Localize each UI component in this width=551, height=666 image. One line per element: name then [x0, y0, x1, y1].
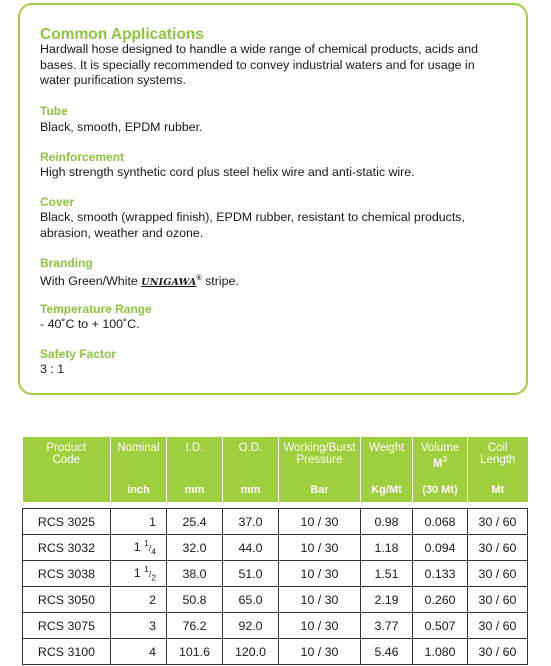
cell-od: 65.0 [223, 587, 279, 613]
cell-id: 101.6 [167, 639, 223, 665]
cell-pressure: 10 / 30 [279, 639, 361, 665]
tube-heading: Tube [40, 104, 68, 118]
cell-volume: 0.133 [413, 561, 468, 587]
col-header-volume: Volume $M^3$ [413, 437, 468, 478]
cell-coil: 30 / 60 [468, 535, 528, 561]
cell-code: RCS 3038 [23, 561, 111, 587]
branding-text-before: With Green/White [40, 274, 138, 289]
cover-text: Black, smooth (wrapped finish), EPDM rubber, resistant to chemical products, abrasion, weather and ozone. [40, 210, 465, 240]
unit-od: mm [223, 478, 279, 502]
tube-text: Black, smooth, EPDM rubber. [40, 120, 203, 134]
branding-text [40, 271, 500, 291]
unigawa-logo: UNIGAWA [141, 277, 197, 289]
col-header-coil: Coil Length [468, 437, 528, 478]
reinforcement-heading: Reinforcement [40, 150, 125, 164]
cell-pressure: 10 / 30 [279, 561, 361, 587]
cell-od: 120.0 [223, 639, 279, 665]
cell-code: RCS 3050 [23, 587, 111, 613]
safety-text: 3 : 1 [40, 362, 65, 376]
cell-coil: 30 / 60 [468, 561, 528, 587]
cover-heading: Cover [40, 195, 75, 209]
cell-id: 76.2 [167, 613, 223, 639]
cell-nominal: 4 [111, 639, 167, 665]
col-header-nominal: Nominal [111, 437, 167, 478]
cell-weight: 1.18 [361, 535, 413, 561]
cell-nominal: 1 $^1/_4$ [111, 535, 167, 561]
table-row [23, 509, 528, 535]
col-header-weight: Weight [361, 437, 413, 478]
section-title: Common Applications [40, 26, 204, 43]
table-row [23, 639, 528, 665]
cell-nominal: 1 $^1/_2$ [111, 561, 167, 587]
intro-text: Hardwall hose designed to handle a wide range of chemical products, acids and bases. It is specially recommended to convey industrial waters and for usage in water purification systems. [40, 42, 479, 87]
cell-coil: 30 / 60 [468, 509, 528, 535]
table-row [23, 613, 528, 639]
table-unit-row [23, 478, 528, 502]
col-header-pressure: Working/Burst Pressure [279, 437, 361, 478]
safety-heading: Safety Factor [40, 347, 117, 361]
cell-coil: 30 / 60 [468, 587, 528, 613]
cell-code: RCS 3100 [23, 639, 111, 665]
cell-od: 51.0 [223, 561, 279, 587]
cell-od: 37.0 [223, 509, 279, 535]
cell-pressure: 10 / 30 [279, 587, 361, 613]
cell-volume: 0.260 [413, 587, 468, 613]
cell-code: RCS 3075 [23, 613, 111, 639]
col-header-od: O.D. [223, 437, 279, 478]
cell-volume: 1.080 [413, 639, 468, 665]
unit-id: mm [167, 478, 223, 502]
col-header-id: I.D. [167, 437, 223, 478]
branding-heading: Branding [40, 256, 93, 270]
registered-mark: ® [196, 275, 202, 282]
table-row [23, 587, 528, 613]
cell-id: 25.4 [167, 509, 223, 535]
cell-od: 44.0 [223, 535, 279, 561]
cell-weight: 1.51 [361, 561, 413, 587]
cell-pressure: 10 / 30 [279, 613, 361, 639]
cell-id: 50.8 [167, 587, 223, 613]
cell-volume: 0.068 [413, 509, 468, 535]
cell-od: 92.0 [223, 613, 279, 639]
cell-coil: 30 / 60 [468, 613, 528, 639]
unit-volume: (30 Mt) [413, 478, 468, 502]
unit-product [23, 478, 111, 502]
cell-code: RCS 3032 [23, 535, 111, 561]
branding-text-after: stripe. [201, 274, 239, 289]
cell-nominal: 1 [111, 509, 167, 535]
cell-pressure: 10 / 30 [279, 535, 361, 561]
cell-weight: 2.19 [361, 587, 413, 613]
table-row [23, 561, 528, 587]
cell-id: 32.0 [167, 535, 223, 561]
cell-id: 38.0 [167, 561, 223, 587]
cell-pressure: 10 / 30 [279, 509, 361, 535]
unit-coil: Mt [468, 478, 528, 502]
cell-volume: 0.094 [413, 535, 468, 561]
cell-weight: 0.98 [361, 509, 413, 535]
table-header-row [23, 437, 528, 478]
cell-nominal: 2 [111, 587, 167, 613]
cell-coil: 30 / 60 [468, 639, 528, 665]
unit-weight: Kg/Mt [361, 478, 413, 502]
reinforcement-text: High strength synthetic cord plus steel helix wire and anti-static wire. [40, 165, 415, 179]
temperature-heading: Temperature Range [40, 302, 152, 316]
cell-code: RCS 3025 [23, 509, 111, 535]
cell-weight: 5.46 [361, 639, 413, 665]
cell-volume: 0.507 [413, 613, 468, 639]
cell-nominal: 3 [111, 613, 167, 639]
col-header-product: Product Code [23, 437, 111, 478]
unit-nominal: inch [111, 478, 167, 502]
spec-table [22, 437, 528, 665]
temperature-text: - 40˚C to + 100˚C. [40, 317, 140, 331]
table-row [23, 535, 528, 561]
unit-pressure: Bar [279, 478, 361, 502]
cell-weight: 3.77 [361, 613, 413, 639]
